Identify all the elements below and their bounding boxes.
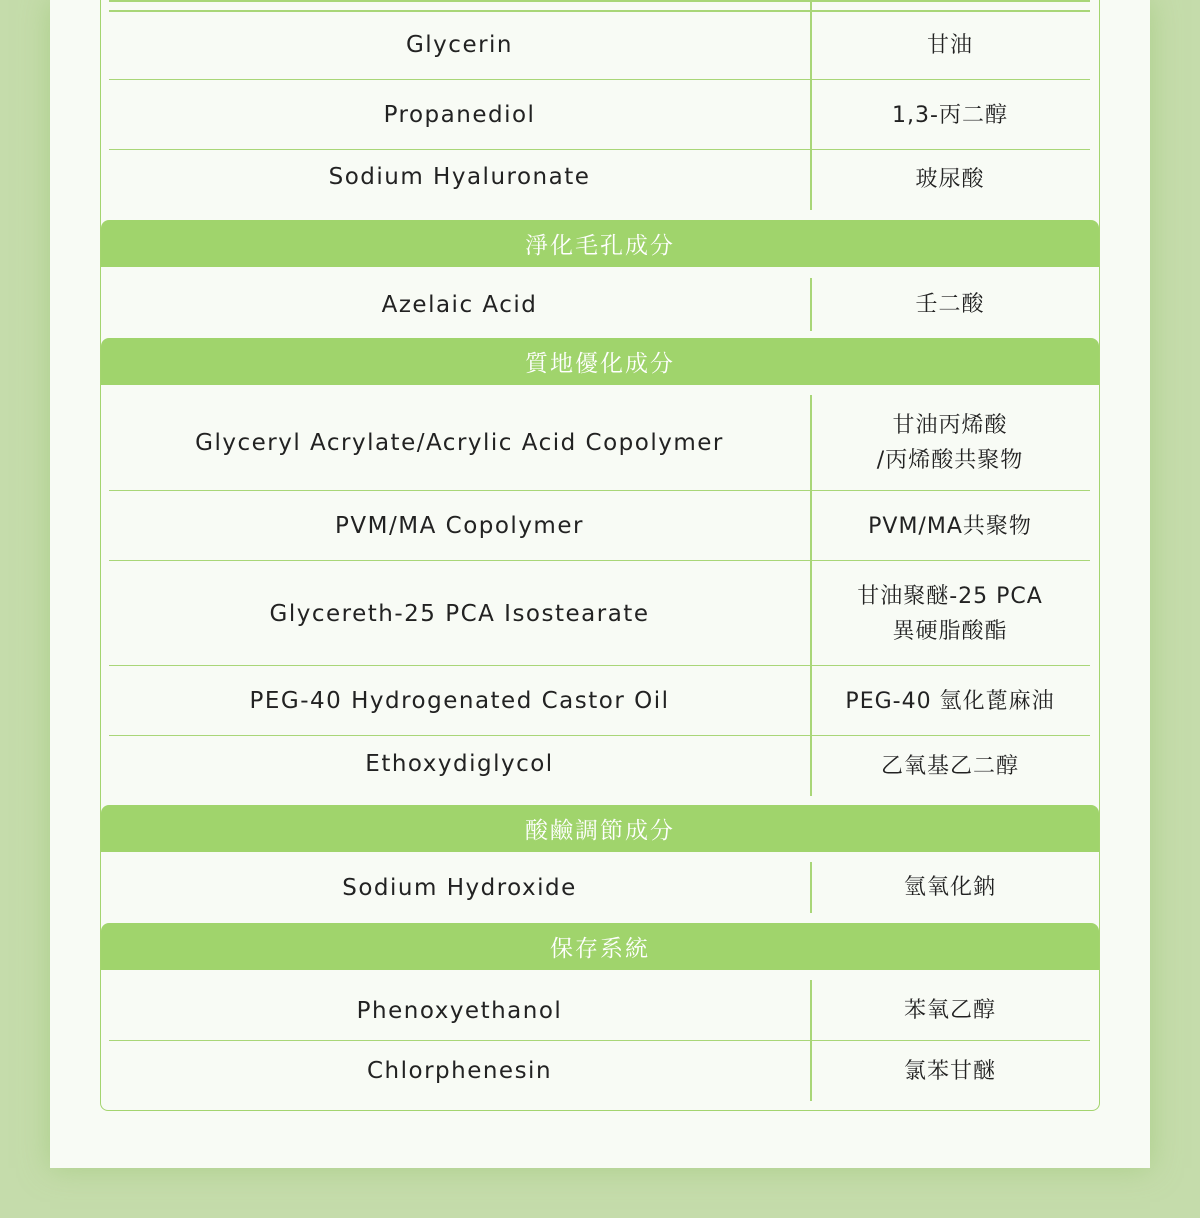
ingredient-english-name: Sodium Hydroxide (342, 874, 577, 901)
ingredient-english-name: Glyceryl Acrylate/Acrylic Acid Copolymer (195, 430, 724, 456)
column-divider (810, 491, 812, 561)
column-divider (810, 0, 812, 10)
column-divider (810, 862, 812, 913)
ingredient-chinese-name: PVM/MA共聚物 (868, 513, 1032, 539)
ingredient-chinese-name: 氯苯甘醚 (903, 1058, 996, 1084)
column-divider (810, 395, 812, 491)
table-row (109, 1041, 1090, 1101)
table-row (109, 10, 1090, 80)
table-row (109, 980, 1090, 1041)
ingredient-table (100, 0, 1100, 1111)
table-row (109, 150, 1090, 210)
ingredient-english-name: PVM/MA Copolymer (335, 513, 584, 539)
ingredient-chinese-name: 玻尿酸 (915, 166, 985, 192)
section-header: 質地優化成分 (101, 338, 1099, 385)
ingredient-chinese-name: 甘油丙烯酸 /丙烯酸共聚物 (876, 413, 1024, 473)
ingredient-english-name: PEG-40 Hydrogenated Castor Oil (249, 688, 670, 714)
ingredient-chinese-name: 氫氧化鈉 (903, 875, 996, 900)
ingredient-english-name: Azelaic Acid (381, 291, 538, 318)
ingredient-chinese-name: PEG-40 氫化蓖麻油 (845, 688, 1055, 714)
ingredient-english-name: Glycerin (405, 32, 514, 58)
section-header: 酸鹼調節成分 (101, 805, 1099, 852)
table-row (109, 278, 1090, 331)
ingredient-english-name: Glycereth-25 PCA Isostearate (269, 600, 650, 627)
section-header: 保存系統 (101, 923, 1099, 970)
table-row (109, 561, 1090, 666)
ingredient-english-name: Chlorphenesin (366, 1058, 553, 1084)
column-divider (810, 736, 812, 796)
table-row (109, 736, 1090, 796)
column-divider (810, 80, 812, 150)
column-divider (810, 278, 812, 331)
column-divider (810, 980, 812, 1041)
ingredient-english-name: Propanediol (383, 102, 536, 128)
table-row-cut (109, 0, 1090, 10)
column-divider (810, 10, 812, 80)
column-divider (810, 1041, 812, 1101)
column-divider (810, 666, 812, 736)
ingredient-english-name: Phenoxyethanol (356, 997, 563, 1024)
table-row (109, 666, 1090, 736)
table-row (109, 80, 1090, 150)
column-divider (810, 561, 812, 666)
ingredient-chinese-name: 1,3-丙二醇 (892, 102, 1008, 128)
ingredient-chinese-name: 甘油聚醚-25 PCA 異硬脂酸酯 (857, 583, 1043, 644)
table-row (109, 491, 1090, 561)
table-row (109, 862, 1090, 913)
ingredient-chinese-name: 壬二酸 (915, 292, 985, 317)
ingredient-chinese-name: 苯氧乙醇 (903, 998, 996, 1023)
table-row (109, 395, 1090, 491)
column-divider (810, 150, 812, 210)
ingredient-chinese-name: 乙氧基乙二醇 (880, 753, 1019, 779)
section-header: 淨化毛孔成分 (101, 220, 1099, 267)
ingredient-english-name: Ethoxydiglycol (365, 751, 554, 777)
ingredient-chinese-name: 甘油 (926, 32, 973, 58)
ingredient-english-name: Sodium Hyaluronate (328, 164, 591, 190)
